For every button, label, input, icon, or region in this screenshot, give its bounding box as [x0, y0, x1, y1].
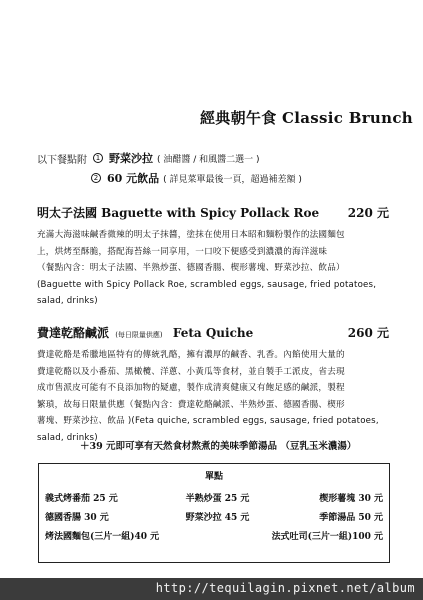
circled-number-icon: 1	[93, 153, 103, 163]
description-line: 充滿大海滋味鹹香微辣的明太子抹醬，塗抹在使用日本昭和麵粉製作的法國麵包	[37, 230, 345, 240]
limited-badge: (每日限量供應)	[115, 331, 163, 339]
description-line: 上，烘烤至酥脆，搭配海苔絲一同享用，一口咬下便感受到濃濃的海洋滋味	[37, 246, 328, 257]
a-la-carte-item: 義式烤番茄 25 元	[45, 494, 118, 504]
description-line: 費達乾酪以及小番茄、黑橄欖、洋蔥、小黃瓜等食材，並自製手工派皮，省去現	[37, 366, 345, 377]
a-la-carte-item: 半熟炒蛋 25 元	[185, 494, 250, 504]
dish-name-en: Feta Quiche	[172, 326, 254, 340]
included-sides	[37, 148, 302, 188]
description-line: salad, drinks)	[37, 432, 98, 443]
dish-heading	[37, 204, 389, 221]
side-option-1	[37, 148, 302, 168]
a-la-carte-item: 烤法國麵包(三片一組)40 元	[45, 532, 160, 542]
sides-lead-text: 以下餐點附	[37, 154, 87, 166]
dish-item	[37, 324, 389, 446]
description-line: salad, drinks)	[37, 296, 98, 306]
description-line: 費達乾酪是希臘地區特有的傳統乳酪，擁有濃厚的鹹香、乳香。內餡使用大量的	[37, 350, 345, 360]
dish-price: 220 元	[347, 206, 389, 220]
side-option-2	[37, 168, 302, 188]
soup-addon-offer: ＋39 元即可享有天然食材熬煮的美味季節湯品 （豆乳玉米濃湯）	[80, 441, 357, 452]
dish-heading	[37, 324, 389, 341]
dish-name: 明太子法國 Baguette with Spicy Pollack Roe	[37, 206, 320, 220]
description-line: 繁瑣，故每日限量供應（餐點內含：費達乾酪鹹派、半熟炒蛋、德國香腸、楔形	[37, 399, 345, 410]
a-la-carte-item: 楔形薯塊 30 元	[319, 494, 383, 504]
a-la-carte-item: 德國香腸 30 元	[45, 513, 109, 523]
a-la-carte-item: 季節湯品 50 元	[319, 513, 383, 523]
side-option-label: 60 元飲品	[107, 172, 160, 185]
description-line: 成市售派皮可能有不良添加物的疑慮，製作成清爽健康又有飽足感的鹹派，製程	[37, 383, 345, 393]
dish-description	[37, 347, 389, 446]
a-la-carte-item: 法式吐司(三片一組)100 元	[271, 532, 383, 542]
side-option-note: ( 詳見菜單最後一頁，超過補差額 )	[163, 174, 302, 185]
dish-item	[37, 204, 389, 310]
dish-name: 費達乾酪鹹派	[37, 326, 110, 340]
a-la-carte-box	[38, 463, 390, 563]
a-la-carte-row	[39, 526, 389, 545]
dish-price: 260 元	[347, 326, 389, 340]
circled-number-icon: 2	[91, 173, 101, 183]
side-option-note: ( 油醋醬 / 和風醬二選一 )	[157, 154, 260, 165]
watermark-bar	[0, 578, 423, 600]
side-option-label: 野菜沙拉	[109, 152, 153, 165]
a-la-carte-item: 野菜沙拉 45 元	[185, 513, 250, 523]
a-la-carte-row	[39, 507, 389, 526]
a-la-carte-row	[39, 488, 389, 507]
a-la-carte-title: 單點	[204, 472, 223, 482]
description-line: （餐點內含：明太子法國、半熟炒蛋、德國香腸、楔形薯塊、野菜沙拉、飲品）	[37, 263, 345, 273]
description-line: 薯塊、野菜沙拉、飲品 )(Feta quiche, scrambled eggs, sausage, fried potatoes,	[37, 416, 379, 426]
section-title: 經典朝午食 Classic Brunch	[200, 109, 413, 127]
dish-title-group	[37, 324, 253, 341]
watermark-url: http://tequilagin.pixnet.net/album	[155, 581, 415, 595]
description-line: (Baguette with Spicy Pollack Roe, scrambled eggs, sausage, fried potatoes,	[37, 279, 377, 290]
a-la-carte-grid	[39, 488, 389, 545]
dish-description	[37, 227, 389, 310]
